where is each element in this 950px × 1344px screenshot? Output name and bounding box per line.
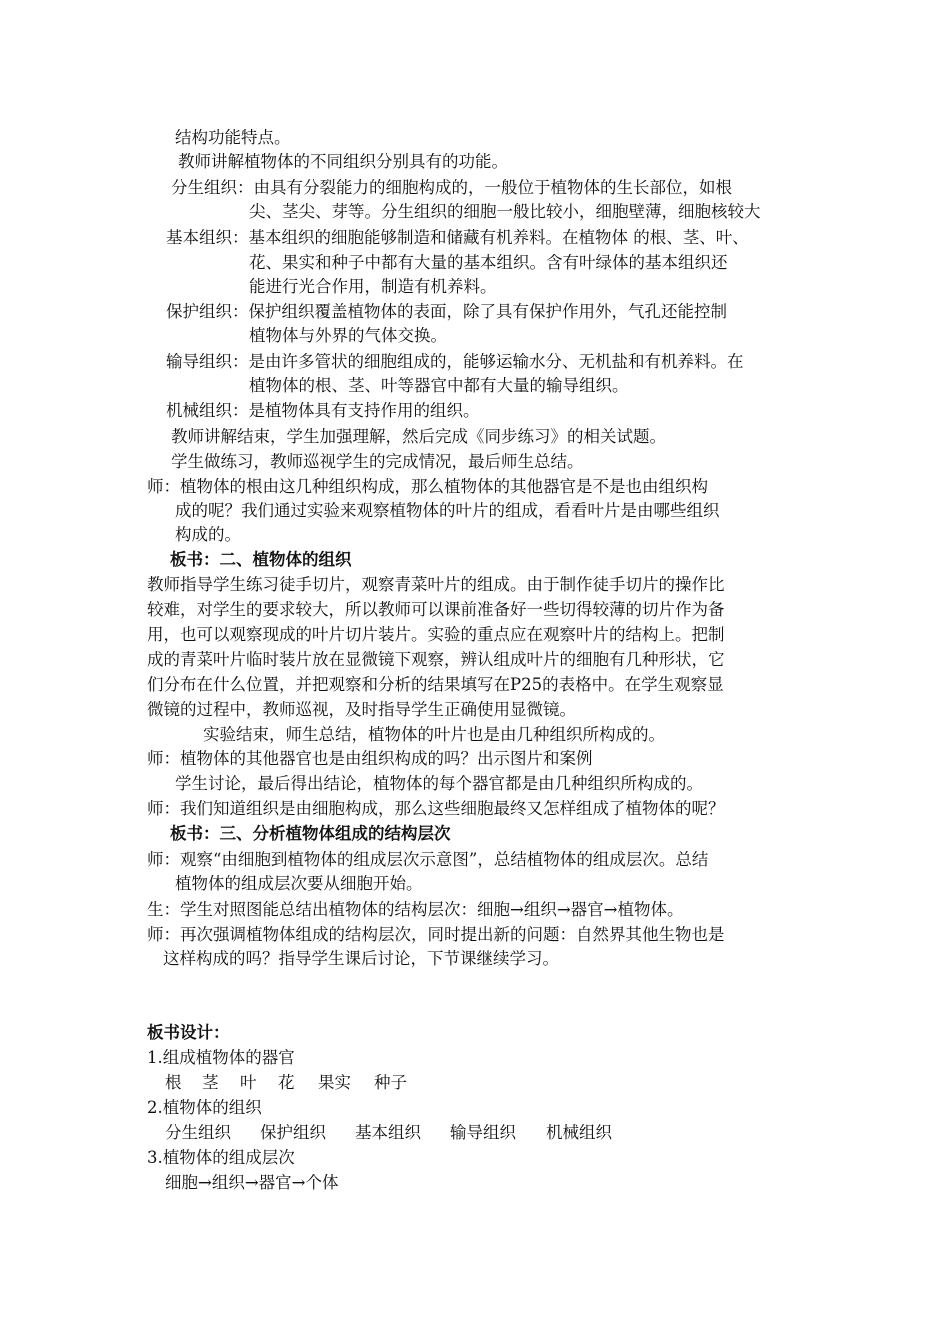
text-line: 尖、茎尖、芽等。分生组织的细胞一般比较小，细胞壁薄，细胞核较大 xyxy=(249,202,761,221)
tissue-item: 保护组织 xyxy=(260,1123,326,1142)
text-line: 植物体的组成层次要从细胞开始。 xyxy=(175,874,423,893)
board-design-section-title: 3.植物体的组成层次 xyxy=(147,1148,295,1167)
student-discussion: 学生讨论，最后得出结论，植物体的每个器官都是由几种组织所构成的。 xyxy=(175,774,703,793)
text-line: 花、果实和种子中都有大量的基本组织。含有叶绿体的基本组织还 xyxy=(249,253,728,272)
ground-tissue-paragraph: 基本组织：基本组织的细胞能够制造和储藏有机养料。在植物体 的根、茎、叶、 xyxy=(166,228,749,247)
text-line: 成的呢？我们通过实验来观察植物体的叶片的组成，看看叶片是由哪些组织 xyxy=(175,501,720,520)
text-line: 较难，对学生的要求较大，所以教师可以课前准备好一些切得较薄的切片作为备 xyxy=(147,600,725,619)
organ-item: 种子 xyxy=(374,1073,407,1092)
board-heading: 板书：二、植物体的组织 xyxy=(170,550,352,569)
board-design-title: 板书设计： xyxy=(147,1023,230,1042)
text-line: 成的青菜叶片临时装片放在显微镜下观察，辨认组成叶片的细胞有几种形状，它 xyxy=(147,650,725,669)
organ-item: 茎 xyxy=(202,1073,219,1092)
text-line: 们分布在什么位置，并把观察和分析的结果填写在P25的表格中。在学生观察显 xyxy=(147,675,724,694)
organ-item: 果实 xyxy=(318,1073,351,1092)
hierarchy-chain: 细胞→组织→器官→个体 xyxy=(165,1173,339,1192)
board-design-section-title: 1.组成植物体的器官 xyxy=(147,1048,295,1067)
board-design-section-title: 2.植物体的组织 xyxy=(147,1098,262,1117)
text-line: 用，也可以观察现成的叶片切片装片。实验的重点应在观察叶片的结构上。把制 xyxy=(147,625,725,644)
text-line: 能进行光合作用，制造有机养料。 xyxy=(249,277,497,296)
text-line: 实验结束，师生总结，植物体的叶片也是由几种组织所构成的。 xyxy=(203,725,665,744)
teacher-instruction: 师：再次强调植物体组成的结构层次，同时提出新的问题：自然界其他生物也是 xyxy=(147,925,725,944)
text-line: 这样构成的吗？指导学生课后讨论，下节课继续学习。 xyxy=(163,949,559,968)
organ-item: 根 xyxy=(165,1073,182,1092)
protective-tissue-paragraph: 保护组织：保护组织覆盖植物体的表面，除了具有保护作用外，气孔还能控制 xyxy=(166,302,727,321)
student-summary: 生：学生对照图能总结出植物体的结构层次：细胞→组织→器官→植物体。 xyxy=(147,900,684,919)
text-line: 教师讲解结束，学生加强理解，然后完成《同步练习》的相关试题。 xyxy=(171,427,666,446)
text-line: 植物体与外界的气体交换。 xyxy=(249,326,447,345)
teacher-question: 师：我们知道组织是由细胞构成，那么这些细胞最终又怎样组成了植物体的呢？ xyxy=(147,799,725,818)
teacher-question: 师：植物体的其他器官也是由组织构成的吗？出示图片和案例 xyxy=(147,749,593,768)
organ-item: 叶 xyxy=(240,1073,257,1092)
text-line: 植物体的根、茎、叶等器官中都有大量的输导组织。 xyxy=(249,376,629,395)
meristem-paragraph: 分生组织：由具有分裂能力的细胞构成的，一般位于植物体的生长部位，如根 xyxy=(171,178,732,197)
tissue-item: 基本组织 xyxy=(355,1123,421,1142)
tissue-item: 分生组织 xyxy=(165,1123,231,1142)
teacher-question: 师：植物体的根由这几种组织构成，那么植物体的其他器官是不是也由组织构 xyxy=(147,477,708,496)
tissue-item: 机械组织 xyxy=(546,1123,612,1142)
text-line: 学生做练习，教师巡视学生的完成情况，最后师生总结。 xyxy=(171,452,584,471)
mechanical-tissue-paragraph: 机械组织：是植物体具有支持作用的组织。 xyxy=(166,401,480,420)
tissue-item: 输导组织 xyxy=(450,1123,516,1142)
conducting-tissue-paragraph: 输导组织：是由许多管状的细胞组成的，能够运输水分、无机盐和有机养料。在 xyxy=(166,352,744,371)
board-heading: 板书：三、分析植物体组成的结构层次 xyxy=(170,824,451,843)
experiment-paragraph: 教师指导学生练习徒手切片，观察青菜叶片的组成。由于制作徒手切片的操作比 xyxy=(147,575,725,594)
text-line: 构成的。 xyxy=(175,525,241,544)
text-line: 结构功能特点。 xyxy=(175,128,291,147)
organ-item: 花 xyxy=(278,1073,295,1092)
text-line: 微镜的过程中，教师巡视，及时指导学生正确使用显微镜。 xyxy=(147,700,576,719)
text-line: 教师讲解植物体的不同组织分别具有的功能。 xyxy=(178,152,508,171)
teacher-instruction: 师：观察“由细胞到植物体的组成层次示意图”，总结植物体的组成层次。总结 xyxy=(147,850,709,869)
